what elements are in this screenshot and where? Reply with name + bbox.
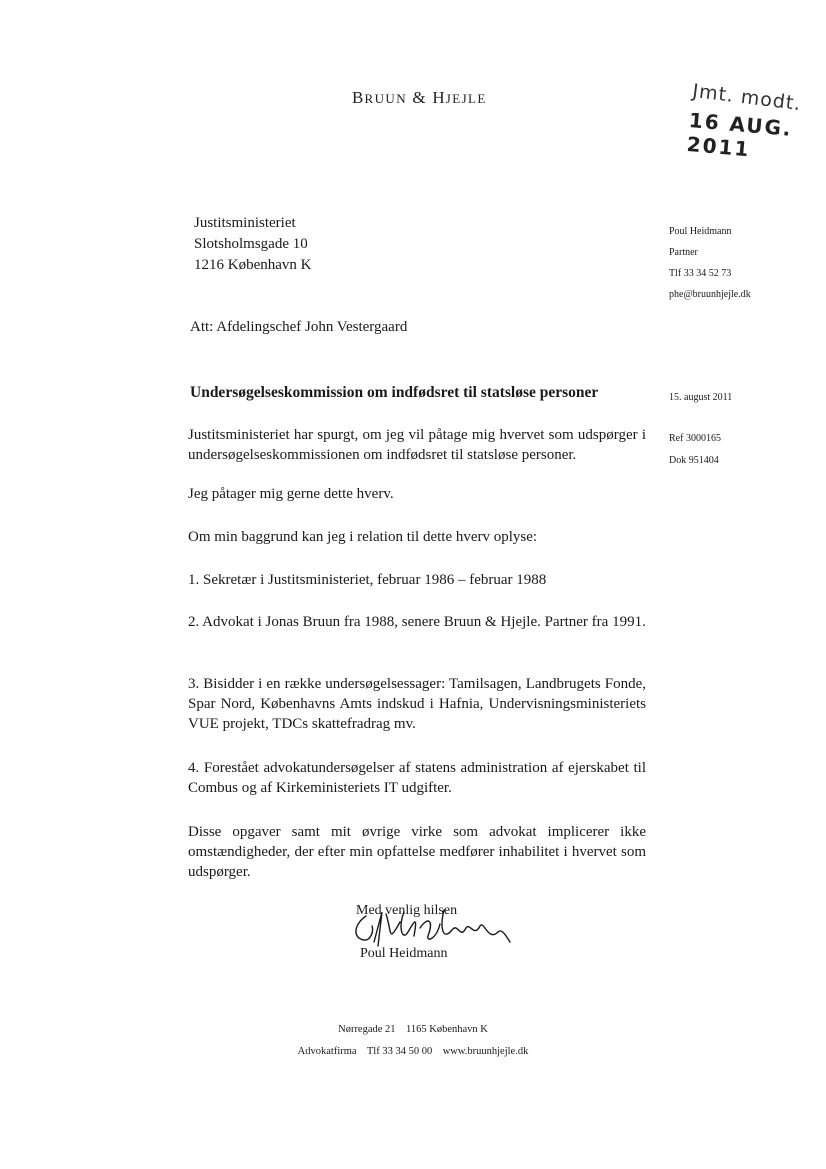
document-number: Dok 951404 xyxy=(669,455,719,466)
closing-greeting: Med venlig hilsen xyxy=(356,903,458,918)
sender-email: phe@bruunhjejle.dk xyxy=(669,289,751,300)
body-paragraph: Justitsministeriet har spurgt, om jeg vil påtage mig hvervet som udspørger i undersøgelseskommissionen om indfødsret til statsløse personer. xyxy=(188,427,646,463)
recipient-street: Slotsholmsgade 10 xyxy=(194,236,308,252)
subject-heading: Undersøgelseskommission om indfødsret til statsløse personer xyxy=(190,384,599,401)
list-item: 2. Advokat i Jonas Bruun fra 1988, senere Bruun & Hjejle. Partner fra 1991. xyxy=(188,614,646,630)
brand-first-rest: RUUN xyxy=(364,91,407,106)
brand-second-initial: H xyxy=(432,88,446,107)
body-paragraph: Jeg påtager mig gerne dette hverv. xyxy=(188,486,394,502)
brand-first-initial: B xyxy=(352,88,365,107)
letter-date: 15. august 2011 xyxy=(669,392,733,403)
reference-number: Ref 3000165 xyxy=(669,433,721,444)
list-item: 4. Forestået advokatundersøgelser af statens administration af ejerskabet til Combus og af Kirkeministeriets IT udgifter. xyxy=(188,760,646,796)
received-stamp-label: Jmt. modt. xyxy=(691,80,803,116)
footer-address: Nørregade 21 1165 København K xyxy=(338,1024,488,1035)
recipient-city: 1216 København K xyxy=(194,257,312,273)
letterhead-logo xyxy=(352,88,487,108)
body-paragraph: Disse opgaver samt mit øvrige virke som advokat implicerer ikke omstændigheder, der efter min opfattelse medfører inhabilitet i hvervet som udspørger. xyxy=(188,824,646,880)
attention-line: Att: Afdelingschef John Vestergaard xyxy=(190,319,408,335)
list-item: 3. Bisidder i en række undersøgelsessager: Tamilsagen, Landbrugets Fonde, Spar Nord, Københavns Amts indskud i Hafnia, Undervisningsministeriets VUE projekt, TDCs skattefradrag mv. xyxy=(188,676,646,732)
list-item: 1. Sekretær i Justitsministeriet, februar 1986 – februar 1988 xyxy=(188,572,547,588)
recipient-name: Justitsministeriet xyxy=(194,215,296,231)
sender-name: Poul Heidmann xyxy=(669,226,732,237)
footer-contact: Advokatfirma Tlf 33 34 50 00 www.bruunhjejle.dk xyxy=(297,1046,529,1057)
recipient-address xyxy=(194,213,311,276)
brand-second-rest: JEJLE xyxy=(445,91,487,106)
signer-name: Poul Heidmann xyxy=(360,946,448,961)
sender-title: Partner xyxy=(669,247,698,258)
received-stamp-date: 16 AUG. 2011 xyxy=(685,108,794,162)
sender-phone: Tlf 33 34 52 73 xyxy=(669,268,732,279)
body-paragraph: Om min baggrund kan jeg i relation til dette hverv oplyse: xyxy=(188,529,538,545)
brand-ampersand: & xyxy=(406,88,433,107)
